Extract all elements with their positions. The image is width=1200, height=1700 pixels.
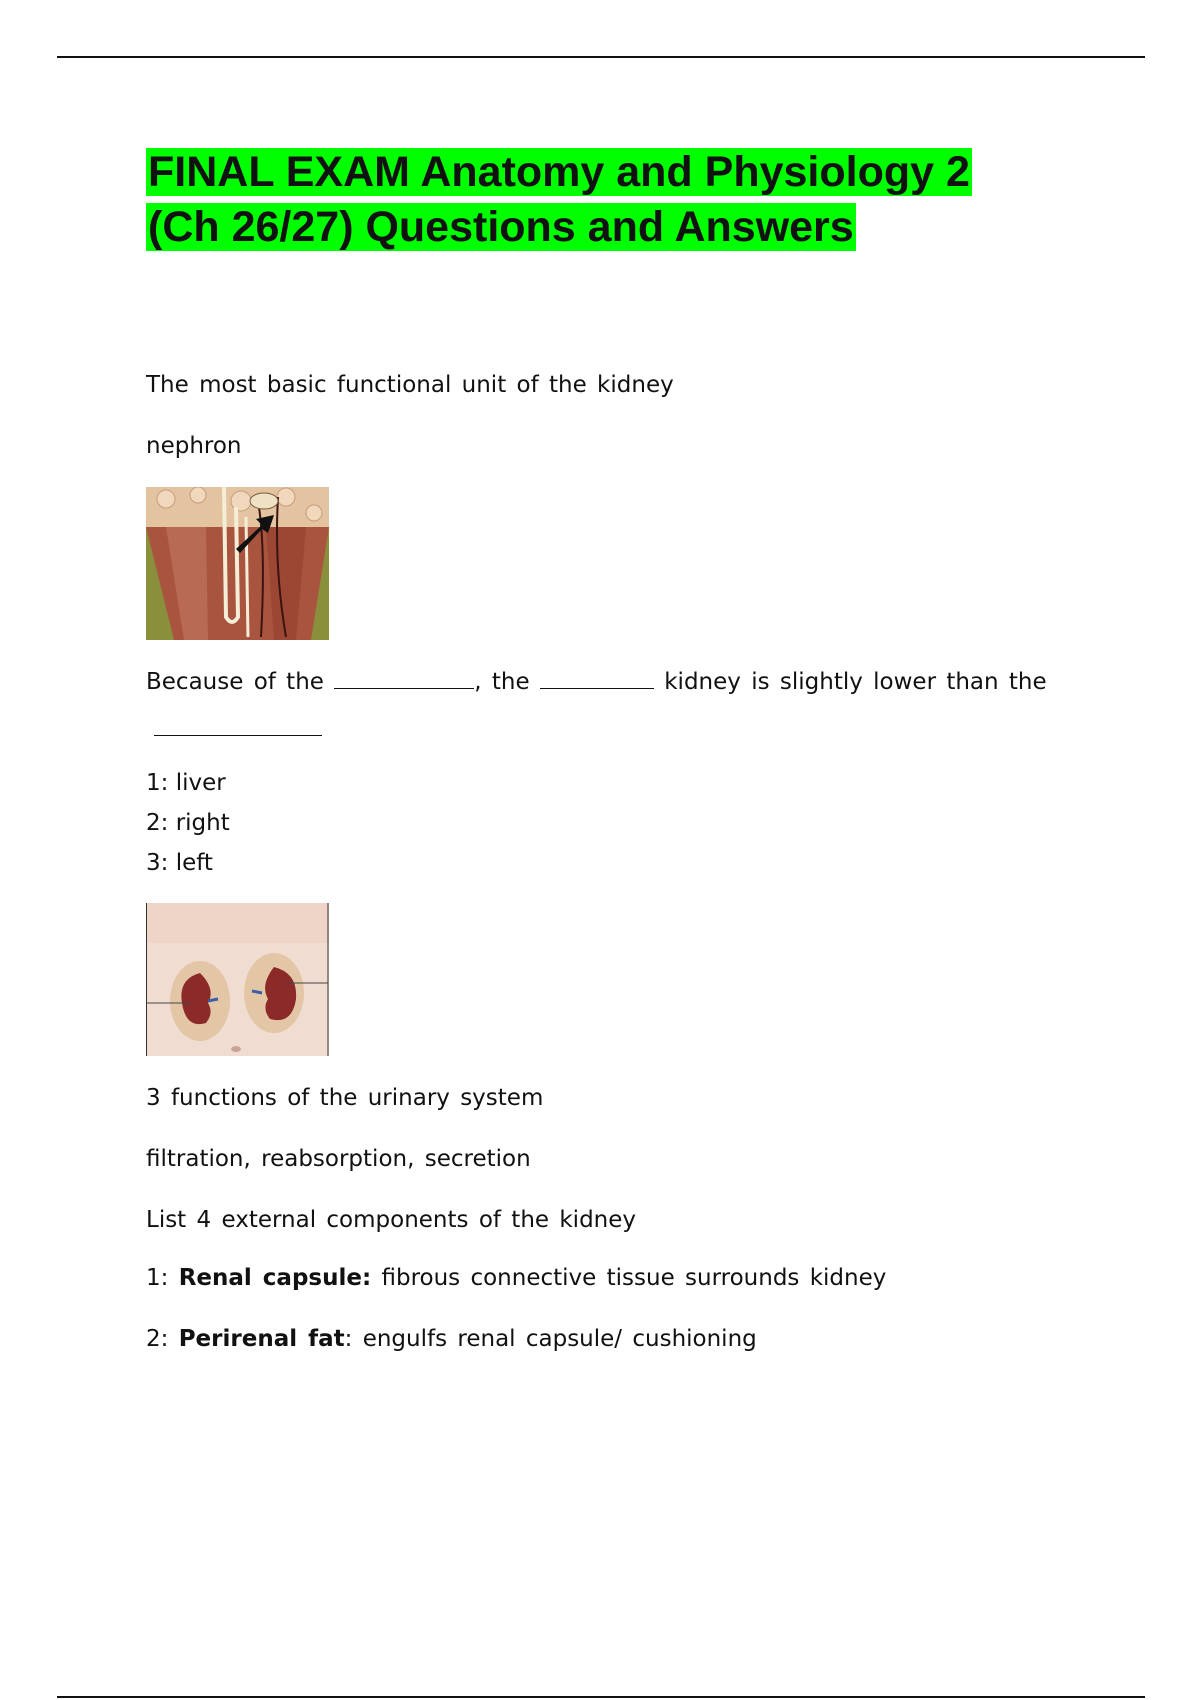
q3-answer: filtration, reabsorption, secretion: [146, 1146, 531, 1172]
item-term: Renal capsule:: [178, 1265, 372, 1291]
q2-part-1: Because of the: [146, 669, 324, 695]
item-term: Perirenal fat: [178, 1326, 345, 1352]
q2-part-3: kidney is slightly lower than the: [664, 669, 1047, 695]
q2-part-2: , the: [474, 669, 530, 695]
item-number: 1:: [146, 1265, 169, 1291]
kidneys-in-torso-illustration: [146, 903, 329, 1056]
list-item: 1: liver: [146, 770, 226, 796]
q2-question: [146, 667, 1047, 697]
document-title: [146, 145, 1106, 255]
q3-question: 3 functions of the urinary system: [146, 1085, 544, 1111]
item-number: 2:: [146, 1326, 169, 1352]
title-line-2: (Ch 26/27) Questions and Answers: [148, 203, 854, 251]
q4-item-2: [146, 1324, 757, 1354]
blank-1: [334, 668, 474, 689]
q4-question: List 4 external components of the kidney: [146, 1207, 637, 1233]
q2-answer-list: [146, 768, 230, 888]
item-description: fibrous connective tissue surrounds kidney: [381, 1265, 887, 1291]
q1-question: The most basic functional unit of the kidney: [146, 372, 674, 398]
title-line-1: FINAL EXAM Anatomy and Physiology 2: [148, 148, 970, 196]
item-description: engulfs renal capsule/ cushioning: [362, 1326, 757, 1352]
header-rule: [57, 56, 1145, 58]
list-item: 2: right: [146, 810, 230, 836]
q2-question-cont: [146, 714, 322, 744]
q4-item-1: [146, 1263, 886, 1293]
list-item: 3: left: [146, 850, 213, 876]
nephron-illustration: [146, 487, 329, 640]
blank-2: [540, 668, 654, 689]
footer-rule: [57, 1696, 1145, 1698]
blank-3: [154, 715, 322, 736]
item-separator: :: [344, 1326, 353, 1352]
q1-answer: nephron: [146, 433, 242, 459]
